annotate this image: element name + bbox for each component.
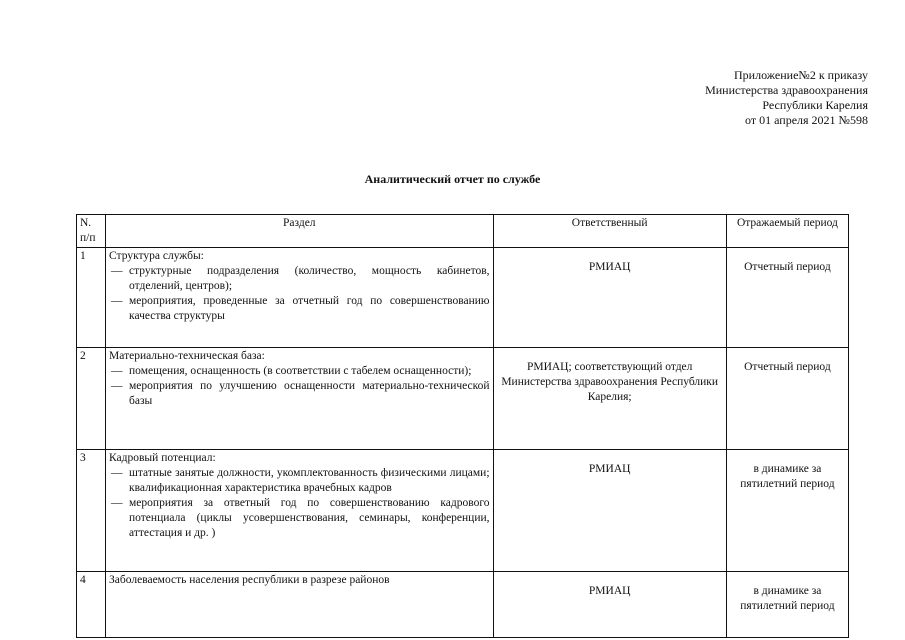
row-num: 3 <box>77 450 106 572</box>
section-bullet: — мероприятия, проведенные за отчетный год по совершенствованию качества структуры <box>109 294 490 324</box>
row-period: в динамике за пятилетний период <box>726 572 848 638</box>
row-section <box>106 248 494 348</box>
row-num: 2 <box>77 348 106 450</box>
section-heading: Материально-техническая база: <box>109 350 265 362</box>
order-line-republic: Республики Карелия <box>762 98 868 112</box>
row-num: 4 <box>77 572 106 638</box>
report-table <box>76 214 849 638</box>
section-heading: Кадровый потенциал: <box>109 452 216 464</box>
row-section <box>106 572 494 638</box>
header-responsible: Ответственный <box>493 215 726 248</box>
row-section <box>106 450 494 572</box>
row-period: в динамике за пятилетний период <box>726 450 848 572</box>
row-period: Отчетный период <box>726 348 848 450</box>
document-title: Аналитический отчет по службе <box>364 172 541 186</box>
table-row <box>77 450 849 572</box>
section-bullet: — структурные подразделения (количество, мощность кабинетов, отделений, центров); <box>109 264 490 294</box>
order-line-date: от 01 апреля 2021 №598 <box>745 113 868 127</box>
row-responsible: РМИАЦ <box>493 248 726 348</box>
header-section: Раздел <box>106 215 494 248</box>
header-period: Отражаемый период <box>726 215 848 248</box>
table-row <box>77 248 849 348</box>
row-responsible: РМИАЦ; соответствующий отдел Министерства здравоохранения Республики Карелия; <box>493 348 726 450</box>
row-section <box>106 348 494 450</box>
row-num: 1 <box>77 248 106 348</box>
order-line-appendix: Приложение№2 к приказу <box>734 68 868 82</box>
row-responsible: РМИАЦ <box>493 572 726 638</box>
order-line-ministry: Министерства здравоохранения <box>705 83 868 97</box>
section-bullet: — штатные занятые должности, укомплектованность физическими лицами; квалификационная характеристика врачебных кадров <box>109 466 490 496</box>
order-reference <box>705 68 868 128</box>
section-bullet: — мероприятия по улучшению оснащенности материально-технической базы <box>109 379 490 409</box>
section-heading: Заболеваемость населения республики в разрезе районов <box>109 574 390 586</box>
header-num: N. п/п <box>77 215 106 248</box>
section-bullet: — мероприятия за ответный год по совершенствованию кадрового потенциала (циклы усовершенствования, семинары, конференции, аттестация и др. ) <box>109 496 490 541</box>
row-period: Отчетный период <box>726 248 848 348</box>
table-row <box>77 348 849 450</box>
section-heading: Структура службы: <box>109 250 204 262</box>
table-header-row <box>77 215 849 248</box>
section-bullet: — помещения, оснащенность (в соответствии с табелем оснащенности); <box>109 364 490 379</box>
row-responsible: РМИАЦ <box>493 450 726 572</box>
table-row <box>77 572 849 638</box>
